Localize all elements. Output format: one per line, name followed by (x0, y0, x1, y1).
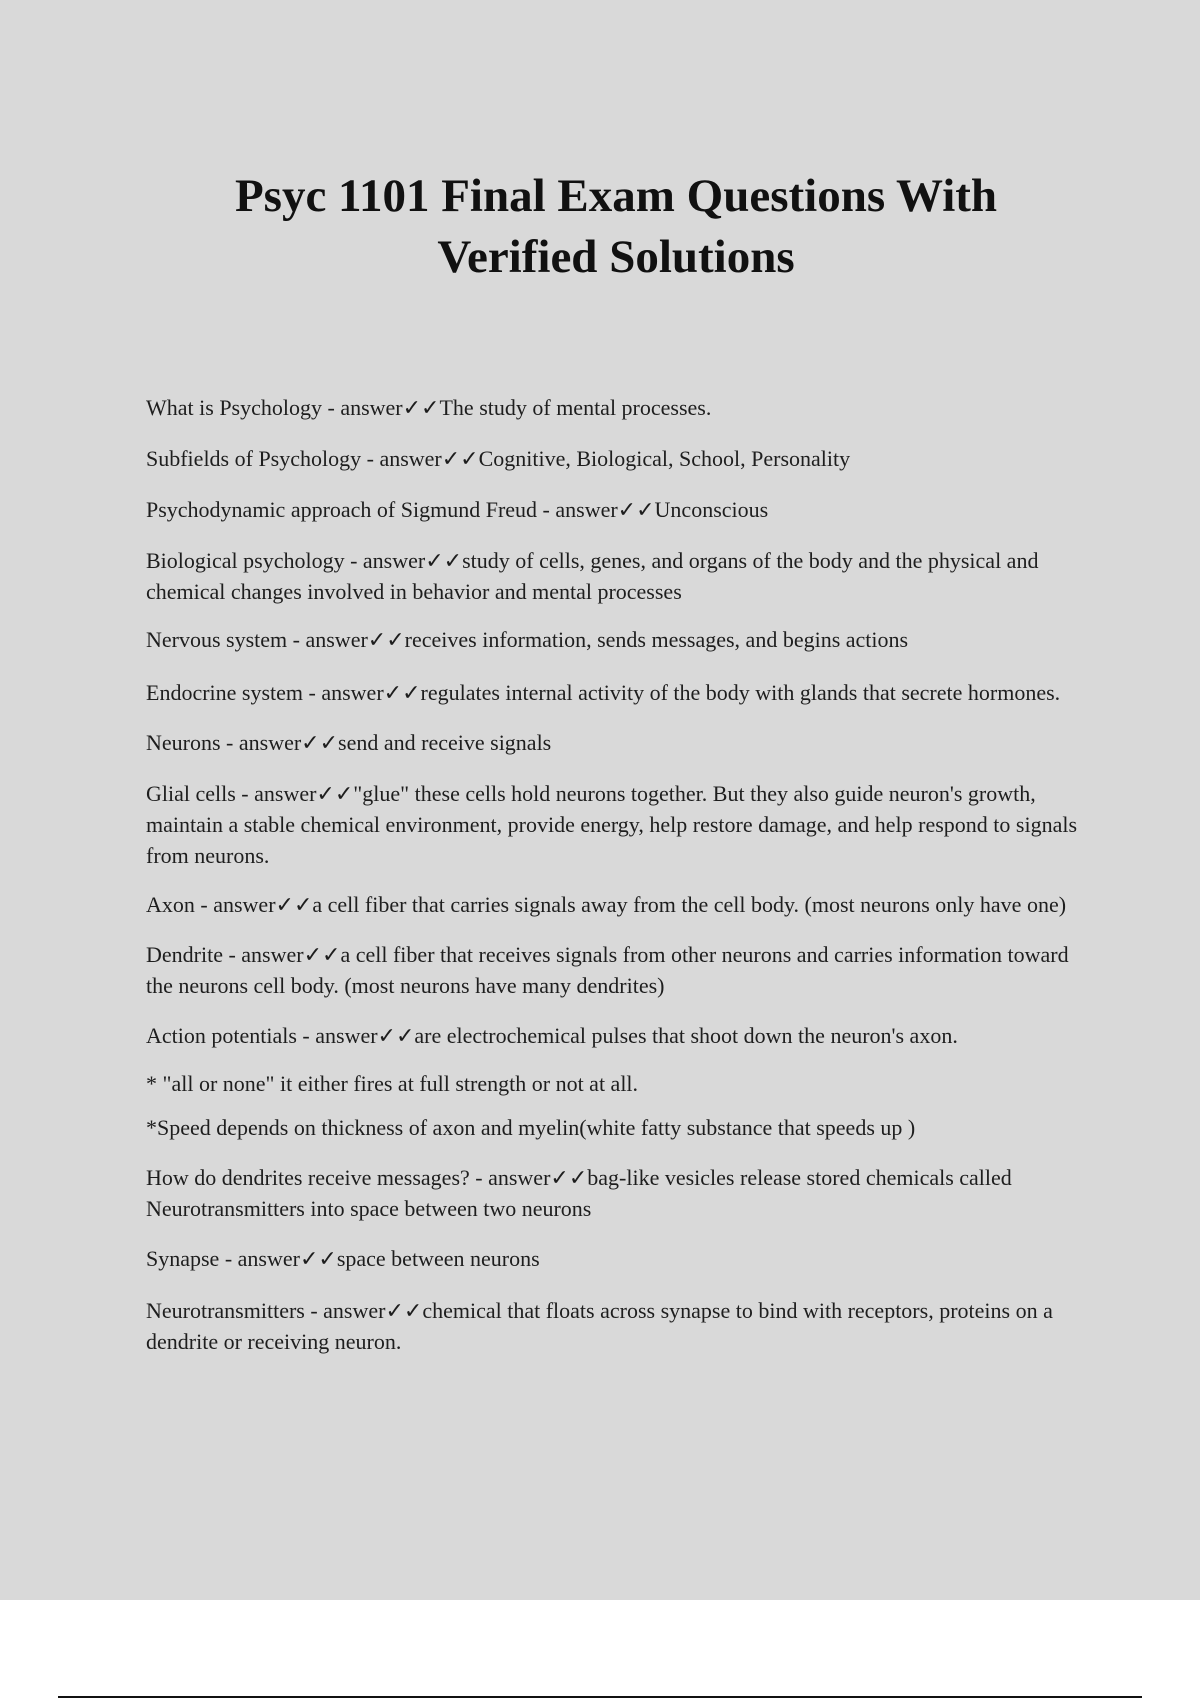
qa-item-psychodynamic: Psychodynamic approach of Sigmund Freud - answer✓✓Unconscious (146, 497, 769, 522)
qa-item-biological-psychology: Biological psychology - answer✓✓study of cells, genes, and organs of the body and the physical and chemical changes involved in behavior and mental processes (146, 548, 1039, 604)
qa-item-endocrine-system: Endocrine system - answer✓✓regulates internal activity of the body with glands that secrete hormones. (146, 680, 1061, 705)
qa-item-action-potentials: Action potentials - answer✓✓are electrochemical pulses that shoot down the neuron's axon. (146, 1023, 958, 1048)
qa-item-speed-note: *Speed depends on thickness of axon and myelin(white fatty substance that speeds up ) (146, 1115, 916, 1140)
qa-item-psychology: What is Psychology - answer✓✓The study of mental processes. (146, 395, 712, 420)
qa-item-all-or-none-note: * "all or none" it either fires at full strength or not at all. (146, 1071, 639, 1096)
page-divider-line (58, 1696, 1142, 1698)
qa-item-axon: Axon - answer✓✓a cell fiber that carries signals away from the cell body. (most neurons only have one) (146, 892, 1067, 917)
document-title-line-2: Verified Solutions (437, 231, 795, 283)
qa-item-synapse: Synapse - answer✓✓space between neurons (146, 1246, 540, 1271)
qa-item-dendrite-messages: How do dendrites receive messages? - answer✓✓bag-like vesicles release stored chemicals called Neurotransmitters into space between two neurons (146, 1165, 1012, 1221)
qa-item-nervous-system: Nervous system - answer✓✓receives information, sends messages, and begins actions (146, 627, 909, 652)
question-answer-list (146, 392, 1096, 1357)
document-title (0, 166, 1200, 288)
qa-item-neurotransmitters: Neurotransmitters - answer✓✓chemical that floats across synapse to bind with receptors, proteins on a dendrite or receiving neuron. (146, 1298, 1053, 1354)
document-title-line-1: Psyc 1101 Final Exam Questions With (234, 170, 998, 222)
qa-item-glial-cells: Glial cells - answer✓✓"glue" these cells hold neurons together. But they also guide neuron's growth, maintain a stable chemical environment, provide energy, help restore damage, and help respond to signals from neurons. (146, 781, 1078, 868)
qa-item-neurons: Neurons - answer✓✓send and receive signals (146, 730, 552, 755)
qa-item-dendrite: Dendrite - answer✓✓a cell fiber that receives signals from other neurons and carries information toward the neurons cell body. (most neurons have many dendrites) (146, 942, 1069, 998)
qa-item-subfields: Subfields of Psychology - answer✓✓Cognitive, Biological, School, Personality (146, 446, 851, 471)
